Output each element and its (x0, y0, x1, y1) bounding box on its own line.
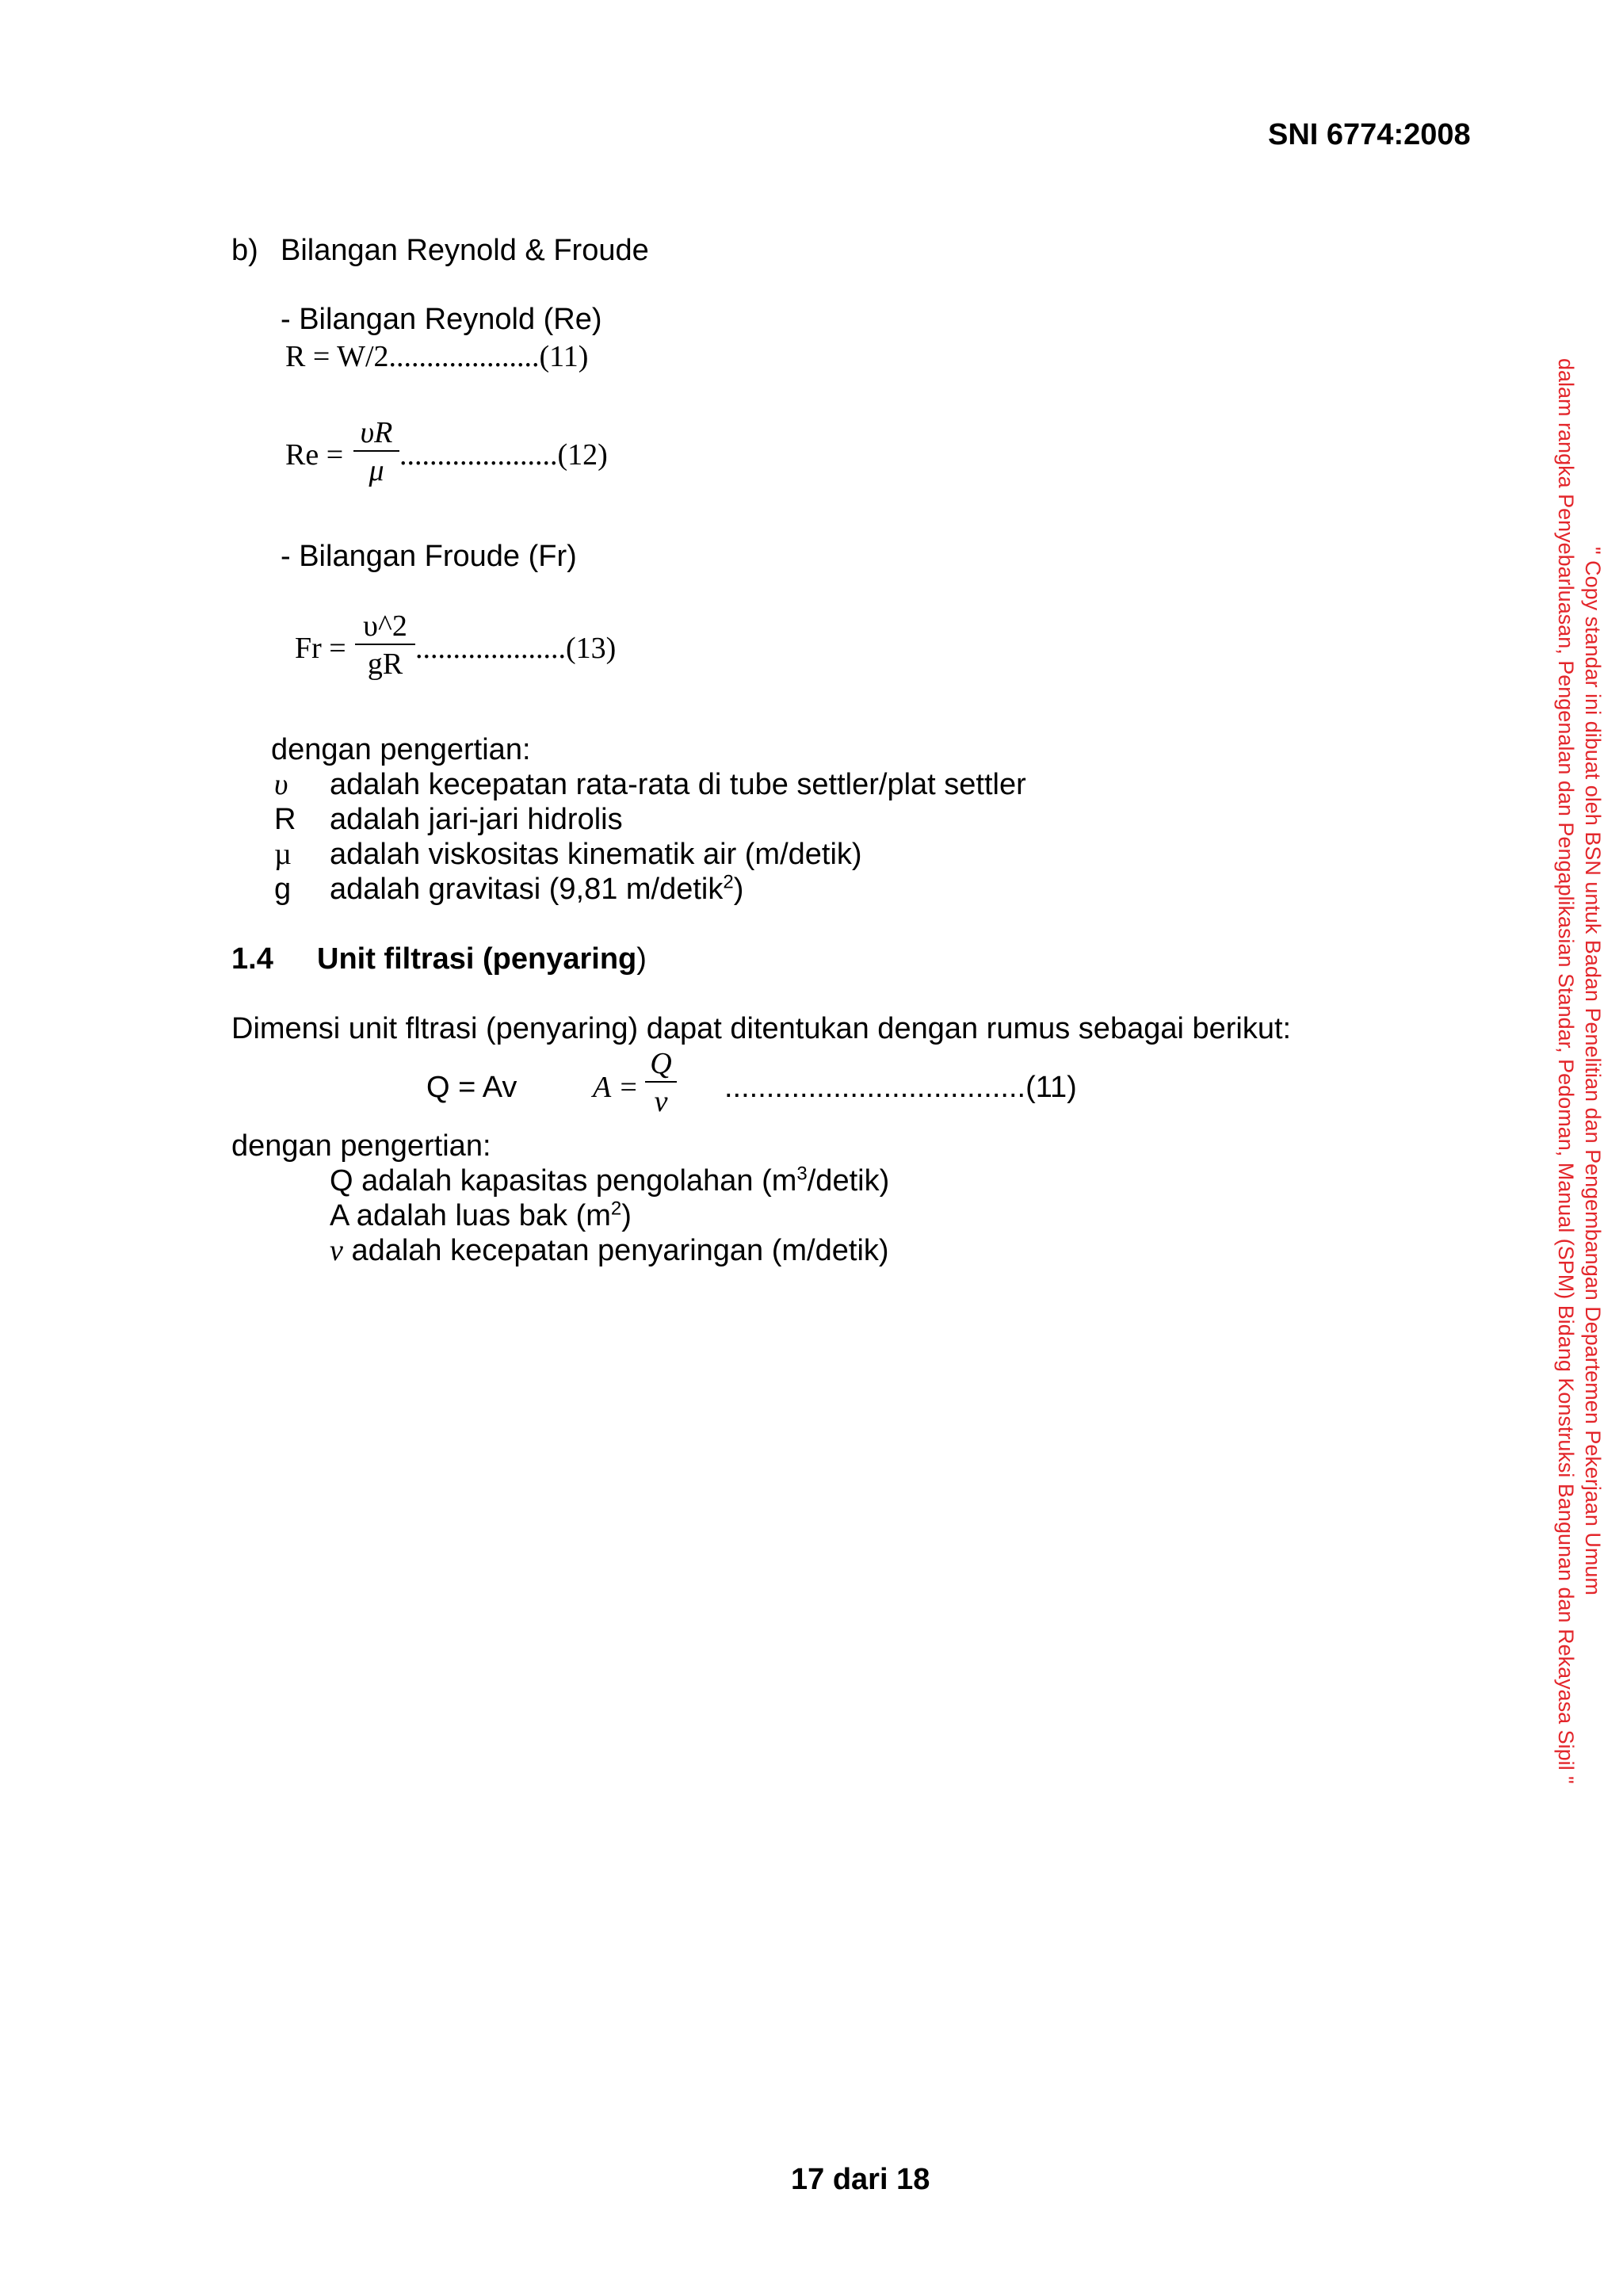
definition-symbol: g (274, 873, 292, 906)
definition-text: adalah kecepatan rata-rata di tube settler/plat settler (330, 768, 1026, 801)
definition-text: adalah gravitasi (9,81 m/detik (330, 873, 724, 906)
equation-11-text: R = W/2 (285, 340, 389, 373)
definition-a-superscript: 2 (610, 1198, 622, 1220)
area-equation-tail (724, 1070, 1077, 1105)
area-equation-denominator: v (654, 1085, 668, 1118)
equation-13-lhs: Fr = (295, 632, 346, 665)
definition-symbol: υ (274, 768, 288, 801)
section-b-label: b) (231, 234, 258, 267)
definition-v-text: adalah kecepatan penyaringan (m/detik) (351, 1234, 889, 1267)
equation-13-dots: .................... (415, 632, 566, 665)
definition-row (274, 767, 1026, 802)
fraction-bar (353, 450, 399, 452)
definition-q-text-end: /detik) (807, 1164, 890, 1198)
page-number: 17 dari 18 (791, 2163, 930, 2196)
definition-q (330, 1163, 889, 1198)
definition-text: adalah jari-jari hidrolis (330, 803, 623, 836)
definition-a-text-end: ) (621, 1199, 632, 1232)
area-equation-fraction (645, 1048, 677, 1117)
equation-12-tail (399, 437, 608, 472)
equation-13-fraction (355, 610, 415, 680)
section-b-title: Bilangan Reynold & Froude (281, 234, 649, 267)
equation-13-tail (415, 631, 616, 666)
equation-12-number: (12) (557, 438, 608, 472)
definition-v-symbol: v (330, 1234, 343, 1267)
froude-heading: - Bilangan Froude (Fr) (281, 540, 577, 573)
equation-12-lhs: Re = (285, 438, 344, 472)
section-14-number: 1.4 (231, 942, 273, 976)
definition-superscript: 2 (723, 871, 734, 893)
definition-symbol: µ (274, 838, 292, 871)
equation-13-numerator: υ^2 (363, 609, 407, 643)
equation-12-numerator: υR (360, 416, 393, 449)
definition-row (274, 802, 623, 837)
definition-v (330, 1233, 889, 1268)
definition-a (330, 1198, 632, 1233)
area-equation-lhs: A = (593, 1071, 639, 1104)
equation-12-dots: ..................... (399, 438, 558, 472)
equation-13-number: (13) (566, 632, 617, 665)
section-14-heading (317, 942, 647, 976)
definition-a-text: A adalah luas bak (m (330, 1199, 611, 1232)
copyright-watermark-line-1: " Copy standar ini dibuat oleh BSN untuk Badan Penelitian dan Pengembangan Departemen Pekerjaan Umum (1581, 547, 1605, 1595)
fraction-bar (355, 644, 415, 645)
definition-text-end: ) (733, 873, 744, 906)
equation-11 (285, 339, 588, 374)
section-14-definitions-intro: dengan pengertian: (231, 1129, 491, 1163)
section-14-intro: Dimensi unit fltrasi (penyaring) dapat ditentukan dengan rumus sebagai berikut: (231, 1012, 1292, 1045)
definition-row (274, 837, 862, 872)
definition-q-text: Q adalah kapasitas pengolahan (m (330, 1164, 797, 1198)
definition-row (274, 872, 743, 907)
section-14-title-close: ) (636, 942, 647, 976)
area-equation-dots: .................................... (724, 1071, 1026, 1104)
copyright-watermark-line-2: dalam rangka Penyebarluasan, Pengenalan dan Pengaplikasian Standar, Pedoman, Manual (SPM) Bidang Konstruksi Bangunan dan Rekayasa Sipil " (1554, 358, 1578, 1784)
definition-text: adalah viskositas kinematik air (m/detik) (330, 838, 862, 871)
equation-13-denominator: gR (367, 648, 403, 681)
equation-12-fraction (353, 417, 399, 487)
document-code: SNI 6774:2008 (1268, 118, 1471, 151)
definition-q-superscript: 3 (796, 1163, 808, 1185)
section-14-title: Unit filtrasi (penyaring (317, 942, 637, 976)
reynold-heading: - Bilangan Reynold (Re) (281, 303, 602, 336)
equation-12-denominator: μ (369, 454, 384, 487)
flow-equation: Q = Av (426, 1071, 517, 1104)
fraction-bar (645, 1081, 677, 1083)
definition-symbol: R (274, 803, 296, 836)
equation-11-number: (11) (539, 340, 589, 373)
equation-11-dots: .................... (388, 340, 540, 373)
area-equation-number: (11) (1025, 1071, 1077, 1104)
definitions-intro: dengan pengertian: (271, 733, 531, 766)
area-equation-numerator: Q (650, 1047, 672, 1080)
